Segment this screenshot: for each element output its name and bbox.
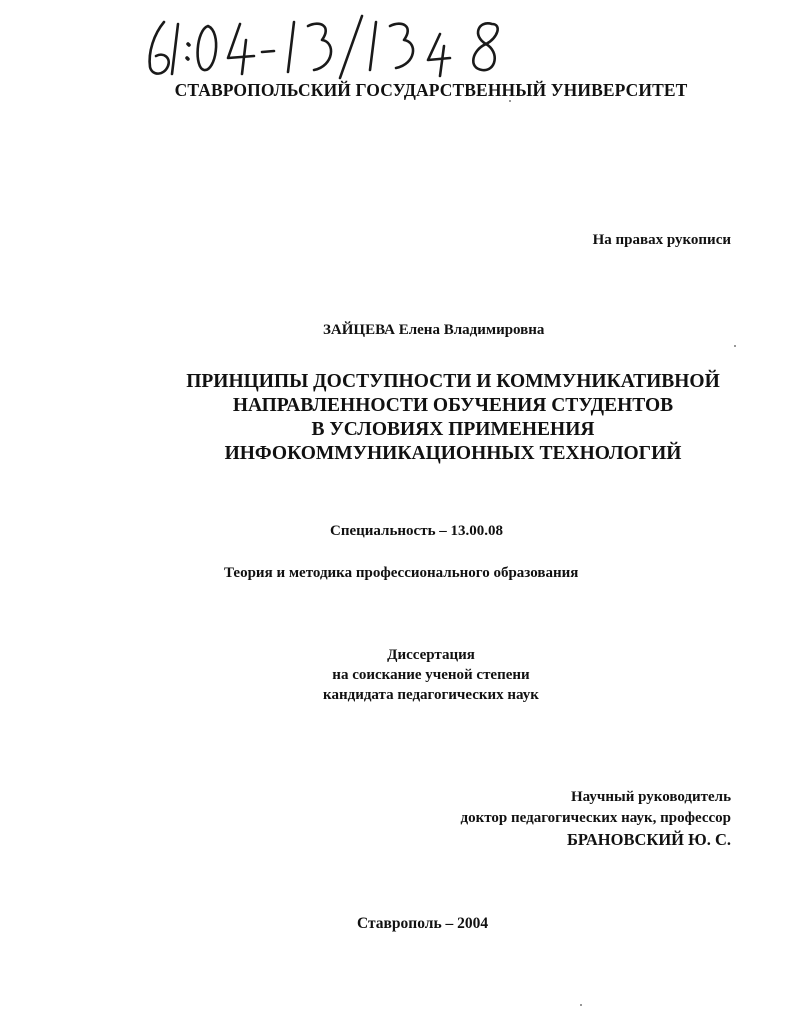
specialty-name: Теория и методика профессионального образования <box>224 565 579 581</box>
degree-line-1: Диссертация <box>387 647 475 663</box>
author-name: ЗАЙЦЕВА Елена Владимировна <box>323 322 545 338</box>
manuscript-note: На правах рукописи <box>592 232 731 248</box>
supervisor-degree: доктор педагогических наук, профессор <box>460 810 731 826</box>
degree-line-3: кандидата педагогических наук <box>323 687 539 703</box>
title-line-3: В УСЛОВИЯХ ПРИМЕНЕНИЯ <box>311 419 595 440</box>
city-year: Ставрополь – 2004 <box>357 915 489 932</box>
title-line-2: НАПРАВЛЕННОСТИ ОБУЧЕНИЯ СТУДЕНТОВ <box>232 395 674 416</box>
supervisor-block <box>461 787 731 850</box>
supervisor-role: Научный руководитель <box>571 789 731 805</box>
specialty-code: Специальность – 13.00.08 <box>330 523 503 539</box>
handwritten-archive-number <box>142 12 542 82</box>
degree-line-2: на соискание ученой степени <box>332 667 530 683</box>
scan-speck <box>734 345 736 347</box>
university-name: СТАВРОПОЛЬСКИЙ ГОСУДАРСТВЕННЫЙ УНИВЕРСИТЕТ <box>174 80 688 100</box>
scan-speck <box>580 1004 582 1006</box>
title-line-4: ИНФОКОММУНИКАЦИОННЫХ ТЕХНОЛОГИЙ <box>224 443 682 464</box>
degree-statement <box>0 645 792 705</box>
supervisor-name: БРАНОВСКИЙ Ю. С. <box>566 830 731 849</box>
scan-speck <box>509 100 511 102</box>
dissertation-title <box>0 370 792 466</box>
title-line-1: ПРИНЦИПЫ ДОСТУПНОСТИ И КОММУНИКАТИВНОЙ <box>186 371 720 392</box>
